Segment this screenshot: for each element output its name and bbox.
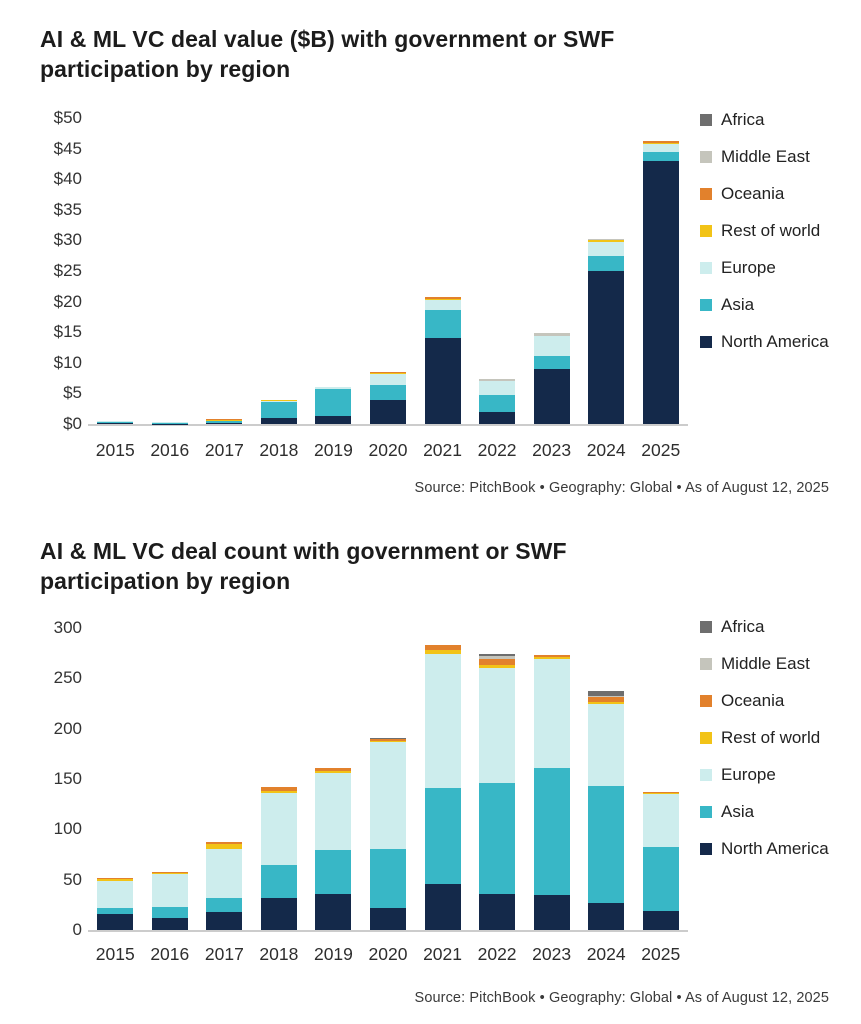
segment-north-america: [370, 908, 406, 930]
x-tick-label: 2018: [259, 944, 299, 964]
segment-europe: [206, 849, 242, 898]
segment-asia: [588, 786, 624, 903]
y-tick-label: 100: [53, 819, 82, 839]
deal-value-legend: [700, 108, 860, 367]
segment-asia: [206, 898, 242, 912]
x-tick-label: 2022: [477, 440, 517, 460]
segment-europe: [643, 794, 679, 847]
segment-north-america: [425, 884, 461, 930]
legend-item-africa: [700, 615, 860, 638]
legend-label: North America: [721, 331, 829, 351]
legend-swatch-icon: [700, 732, 712, 744]
legend-item-oceania: [700, 689, 860, 712]
y-tick-label: $5: [63, 383, 82, 403]
legend-swatch-icon: [700, 262, 712, 274]
bar-2023: [534, 333, 570, 424]
segment-north-america: [534, 895, 570, 930]
segment-asia: [261, 865, 297, 898]
segment-north-america: [97, 914, 133, 930]
x-tick-label: 2019: [313, 944, 353, 964]
bar-2024: [588, 691, 624, 930]
x-tick-label: 2023: [532, 944, 572, 964]
legend-item-europe: [700, 256, 860, 279]
bar-2016: [152, 872, 188, 930]
x-tick-label: 2015: [95, 440, 135, 460]
bar-2021: [425, 645, 461, 930]
y-tick-label: 0: [72, 920, 82, 939]
segment-asia: [370, 849, 406, 907]
x-tick-label: 2016: [150, 944, 190, 964]
segment-europe: [534, 659, 570, 768]
bar-2019: [315, 768, 351, 930]
bar-2021: [425, 297, 461, 424]
legend-swatch-icon: [700, 336, 712, 348]
segment-asia: [315, 850, 351, 893]
y-tick-label: 200: [53, 718, 82, 738]
segment-north-america: [97, 423, 133, 424]
segment-north-america: [315, 894, 351, 930]
x-tick-label: 2025: [641, 440, 681, 460]
segment-europe: [370, 374, 406, 386]
legend-swatch-icon: [700, 299, 712, 311]
x-tick-label: 2021: [423, 440, 462, 460]
segment-north-america: [479, 894, 515, 930]
segment-europe: [152, 874, 188, 907]
y-tick-label: $0: [63, 414, 82, 433]
y-tick-label: $20: [53, 291, 82, 311]
bar-2024: [588, 239, 624, 424]
legend-label: Africa: [721, 109, 765, 129]
bar-2017: [206, 419, 242, 424]
bar-2015: [97, 421, 133, 424]
y-tick-label: $50: [53, 108, 82, 127]
legend-label: Asia: [721, 294, 755, 314]
legend-swatch-icon: [700, 806, 712, 818]
segment-north-america: [643, 161, 679, 424]
segment-europe: [97, 881, 133, 908]
segment-europe: [588, 704, 624, 787]
y-tick-label: $30: [53, 230, 82, 250]
deal-value-plot-area: [88, 118, 688, 426]
segment-asia: [425, 788, 461, 884]
y-tick-label: 50: [63, 869, 82, 889]
x-tick-label: 2017: [204, 944, 244, 964]
y-tick-label: $40: [53, 169, 82, 189]
segment-north-america: [370, 400, 406, 424]
segment-europe: [425, 300, 461, 309]
segment-north-america: [479, 412, 515, 424]
legend-label: Africa: [721, 616, 765, 636]
deal-count-plot-area: [88, 628, 688, 932]
segment-asia: [261, 402, 297, 418]
segment-europe: [588, 242, 624, 256]
x-tick-label: 2015: [95, 944, 135, 964]
bar-2022: [479, 379, 515, 424]
segment-north-america: [425, 338, 461, 424]
legend-item-asia: [700, 800, 860, 823]
y-tick-label: 300: [53, 618, 82, 637]
segment-north-america: [588, 271, 624, 424]
x-tick-label: 2016: [150, 440, 190, 460]
legend-swatch-icon: [700, 843, 712, 855]
segment-europe: [479, 381, 515, 394]
segment-europe: [643, 144, 679, 153]
segment-north-america: [206, 423, 242, 424]
segment-asia: [152, 907, 188, 918]
segment-asia: [534, 768, 570, 895]
deal-count-y-axis: [26, 618, 82, 939]
legend-swatch-icon: [700, 658, 712, 670]
segment-europe: [370, 742, 406, 850]
y-tick-label: $10: [53, 352, 82, 372]
bar-2017: [206, 842, 242, 930]
x-tick-label: 2020: [368, 944, 408, 964]
bar-2015: [97, 878, 133, 930]
legend-label: Europe: [721, 257, 776, 277]
y-tick-label: 250: [53, 668, 82, 688]
legend-label: Middle East: [721, 653, 810, 673]
bar-2016: [152, 422, 188, 424]
segment-north-america: [261, 418, 297, 424]
bar-2025: [643, 792, 679, 930]
legend-item-rest-of-world: [700, 726, 860, 749]
segment-north-america: [643, 911, 679, 930]
bar-2018: [261, 787, 297, 930]
segment-north-america: [152, 918, 188, 930]
legend-label: Middle East: [721, 146, 810, 166]
legend-item-middle-east: [700, 145, 860, 168]
x-tick-label: 2024: [586, 944, 626, 964]
segment-north-america: [588, 903, 624, 930]
x-tick-label: 2019: [313, 440, 353, 460]
y-tick-label: $45: [53, 138, 82, 158]
segment-asia: [425, 310, 461, 339]
x-tick-label: 2017: [204, 440, 244, 460]
deal-count-chart-title: AI & ML VC deal count with government or SWF participation by region: [40, 538, 567, 595]
segment-asia: [588, 256, 624, 271]
legend-swatch-icon: [700, 225, 712, 237]
legend-swatch-icon: [700, 621, 712, 633]
segment-north-america: [534, 369, 570, 424]
segment-europe: [261, 793, 297, 864]
legend-swatch-icon: [700, 188, 712, 200]
segment-asia: [643, 847, 679, 910]
legend-label: Rest of world: [721, 727, 821, 747]
bar-2019: [315, 387, 351, 424]
legend-swatch-icon: [700, 151, 712, 163]
x-tick-label: 2020: [368, 440, 408, 460]
segment-north-america: [261, 898, 297, 930]
legend-item-middle-east: [700, 652, 860, 675]
y-tick-label: $15: [53, 322, 82, 342]
legend-label: Oceania: [721, 690, 785, 710]
deal-count-chart: [0, 512, 861, 1024]
segment-europe: [315, 773, 351, 851]
deal-value-source-note: Source: PitchBook • Geography: Global • As of August 12, 2025: [414, 480, 829, 496]
deal-value-chart-title: AI & ML VC deal value ($B) with government or SWF participation by region: [40, 26, 615, 83]
bar-2022: [479, 654, 515, 930]
legend-swatch-icon: [700, 769, 712, 781]
legend-item-europe: [700, 763, 860, 786]
legend-item-north-america: [700, 837, 860, 860]
y-tick-label: $35: [53, 199, 82, 219]
deal-value-x-axis: [88, 440, 688, 464]
x-tick-label: 2018: [259, 440, 299, 460]
legend-label: Oceania: [721, 183, 785, 203]
segment-north-america: [315, 416, 351, 424]
y-tick-label: 150: [53, 769, 82, 788]
legend-item-africa: [700, 108, 860, 131]
legend-item-north-america: [700, 330, 860, 353]
segment-asia: [479, 395, 515, 412]
legend-swatch-icon: [700, 114, 712, 126]
y-tick-label: $25: [53, 261, 82, 280]
bar-2023: [534, 655, 570, 930]
segment-asia: [643, 152, 679, 161]
legend-label: Europe: [721, 764, 776, 784]
segment-europe: [425, 654, 461, 788]
segment-europe: [479, 668, 515, 783]
x-tick-label: 2022: [477, 944, 517, 964]
deal-value-y-axis: [26, 108, 82, 433]
segment-north-america: [206, 912, 242, 930]
deal-count-legend: [700, 615, 860, 874]
legend-label: North America: [721, 838, 829, 858]
segment-asia: [479, 783, 515, 894]
x-tick-label: 2024: [586, 440, 626, 460]
bar-2020: [370, 372, 406, 424]
deal-count-source-note: Source: PitchBook • Geography: Global • As of August 12, 2025: [414, 990, 829, 1006]
legend-label: Rest of world: [721, 220, 821, 240]
x-tick-label: 2025: [641, 944, 681, 964]
segment-europe: [534, 336, 570, 356]
segment-asia: [534, 356, 570, 369]
segment-asia: [315, 389, 351, 416]
bar-2025: [643, 141, 679, 424]
legend-item-rest-of-world: [700, 219, 860, 242]
bar-2018: [261, 400, 297, 424]
x-tick-label: 2023: [532, 440, 572, 460]
legend-label: Asia: [721, 801, 755, 821]
segment-asia: [370, 385, 406, 399]
legend-swatch-icon: [700, 695, 712, 707]
deal-count-x-axis: [88, 944, 688, 968]
legend-item-asia: [700, 293, 860, 316]
x-tick-label: 2021: [423, 944, 462, 964]
legend-item-oceania: [700, 182, 860, 205]
bar-2020: [370, 738, 406, 930]
